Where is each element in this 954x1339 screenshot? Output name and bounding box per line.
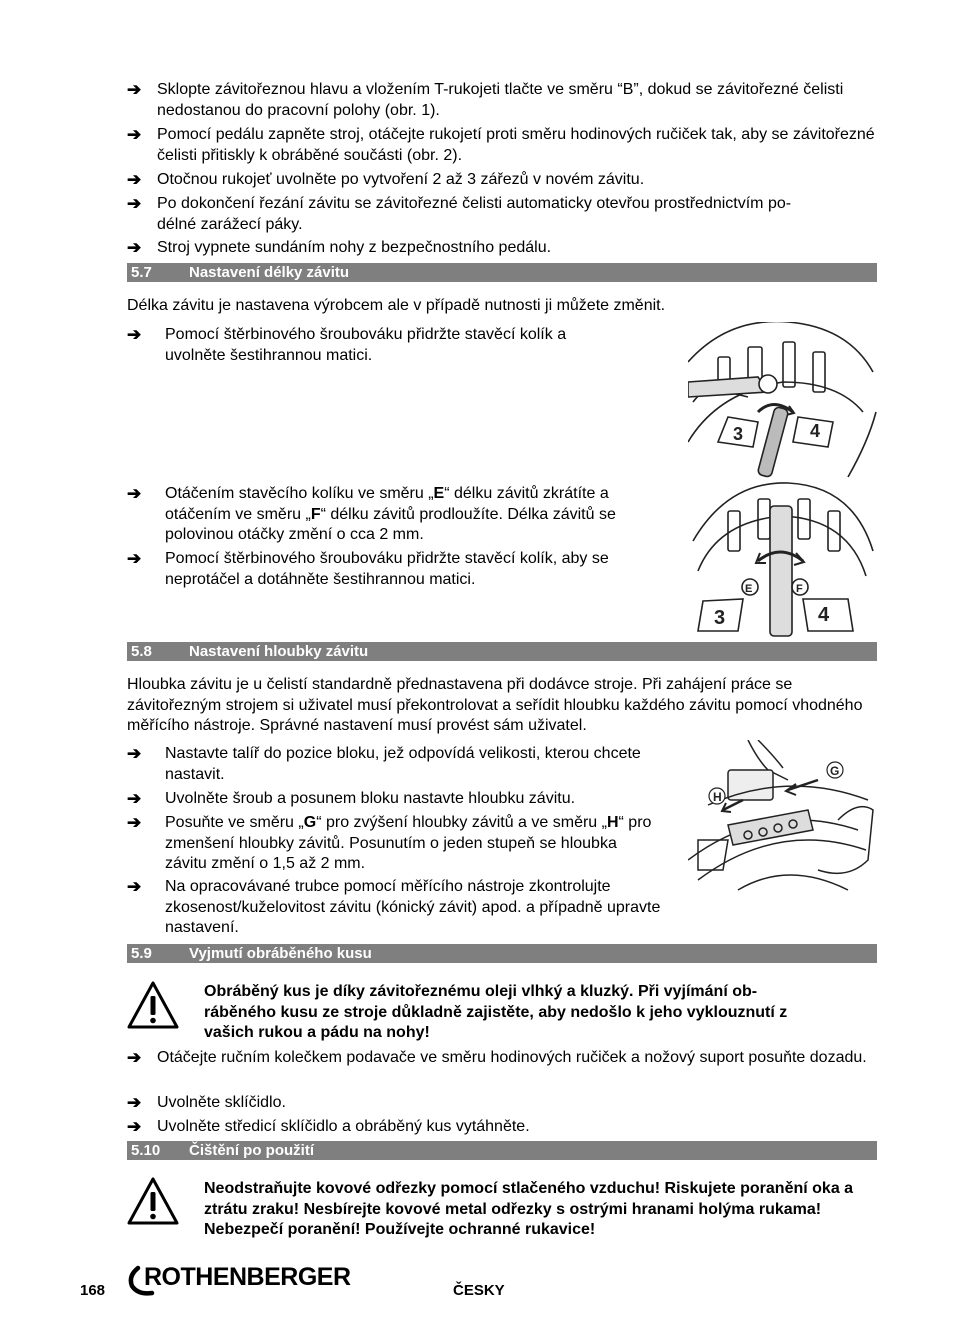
direction-letter-e: E [433,485,445,502]
bullet-text: Na opracovávané trubce pomocí měřícího nástroje zkontrolujte zkosenost/kuželovitost závitu (kónický závit) apod. a případně upravte nastavení. [165,878,661,936]
bullet-text: Pomocí štěrbinového šroubováku přidržte stavěcí kolík a uvolněte šestihrannou matici. [165,326,567,364]
bullet-item [127,744,642,785]
figure-label: 4 [810,421,821,441]
bullet-item [127,789,672,810]
section-number: 5.7 [131,264,152,281]
section-header-5-7 [127,263,877,282]
bullet-item [127,813,662,875]
text-run: Otáčením stavěcího kolíku ve směru „ [165,485,434,502]
direction-letter-f: F [310,505,321,523]
section-title: Vyjmutí obráběného kusu [189,945,372,962]
warning-triangle-icon [126,1176,180,1226]
paragraph: Hloubka závitu je u čelistí standardně přednastavena při dodávce stroje. Při zahájení práce se závitořezným strojem si uživatel musí překontrolovat a seřídit hloubku každého závitu pomocí vhodného měřícího nástroje. Správné nastavení musí provést sám uživatel. [127,676,863,734]
warning-text [204,982,876,1044]
bullet-item [127,1093,877,1114]
arrow-right-icon: ➔ [127,549,142,568]
text-run: “ délku závitů prodloužíte. Délka závitů se polovinou otáčky změní o cca 2 mm. [165,505,616,543]
bullet-item [127,484,672,546]
arrow-right-icon: ➔ [127,194,142,213]
bullet-text: Uvolněte středicí sklíčidlo a obráběný kus vytáhněte. [157,1118,530,1135]
section-number: 5.10 [131,1142,161,1159]
bullet-item [127,125,877,166]
arrow-right-icon: ➔ [127,170,142,189]
arrow-right-icon: ➔ [127,877,142,896]
paragraph: Délka závitu je nastavena výrobcem ale v případě nutnosti ji můžete změnit. [127,297,666,314]
bullet-text: Nastavte talíř do pozice bloku, jež odpovídá velikosti, kterou chcete nastavit. [165,745,641,783]
text-run: Posuňte ve směru „ [165,814,304,831]
bullet-text: Stroj vypnete sundáním nohy z bezpečnostního pedálu. [157,239,552,256]
direction-letter-h: H [606,814,619,831]
language-label: ČESKY [453,1282,505,1299]
bullet-text-line: délné zarážecí páky. [157,215,303,233]
arrow-right-icon: ➔ [127,813,142,832]
figure-label: 3 [714,607,726,629]
warning-line: ráběného kusu ze stroje důkladně zajistěte, aby nedošlo k jeho vyklouznutí z [204,1003,788,1021]
section-number: 5.8 [131,643,152,660]
bullet-item [127,80,877,121]
direction-letter-g: G [303,814,317,831]
text-run: “ pro zmenšení hloubky závitů. Posunutím o jeden stupeň se hloubka závitu změní o 1,5 až 2 mm. [165,814,652,872]
bullet-item [127,325,627,366]
arrow-right-icon: ➔ [127,80,142,99]
arrow-right-icon: ➔ [127,1048,142,1067]
arrow-right-icon: ➔ [127,1093,142,1112]
section-header-5-8 [127,642,877,661]
bullet-item [127,170,877,191]
figure-label-e: E [745,583,753,595]
brand-name: ROTHENBERGER [144,1263,351,1291]
warning-line: Obráběný kus je díky závitořeznému oleji vlhký a kluzký. Při vyjímání ob- [204,983,758,1000]
bullet-text [157,194,791,235]
bullet-text: Otočnou rukojeť uvolněte po vytvoření 2 až 3 zářezů v novém závitu. [157,171,645,188]
figure-label: 4 [818,604,830,626]
bullet-text [165,484,672,546]
arrow-right-icon: ➔ [127,325,142,344]
text-run: “ pro zvýšení hloubky závitů a ve směru „ [316,814,607,831]
bullet-text: Uvolněte šroub a posunem bloku nastavte hloubku závitu. [165,790,576,807]
figure-label: 3 [733,424,744,444]
warning-text: Neodstraňujte kovové odřezky pomocí stlačeného vzduchu! Riskujete poranění oka a ztrátu zraku! Nesbírejte kovové metal odřezky s ostrými hranami holýma rukama! Nebezpečí poranění! Používejte ochranné rukavice! [204,1180,854,1238]
figure-label-g: G [830,764,840,778]
bullet-item [127,238,877,259]
bullet-text: Otáčejte ručním kolečkem podavače ve směru hodinových ručiček a nožový suport posuňte dozadu. [157,1049,867,1066]
section-title: Nastavení délky závitu [189,264,350,281]
warning-triangle-icon [126,980,180,1030]
bullet-item [127,549,672,590]
figure-length-adjust [688,481,878,637]
arrow-right-icon: ➔ [127,125,142,144]
arrow-right-icon: ➔ [127,484,142,503]
section-title: Čištění po použití [189,1142,314,1159]
section-title: Nastavení hloubky závitu [189,643,369,660]
figure-label-h: H [713,790,722,804]
figure-depth-adjust [688,740,878,900]
section-header-5-9 [127,944,877,963]
bullet-item [127,877,667,939]
warning-line: vašich rukou a pádu na nohy! [204,1024,430,1041]
section-number: 5.9 [131,945,152,962]
bullet-text [165,813,662,875]
arrow-right-icon: ➔ [127,238,142,257]
text-run: “ délku závitů zkrátíte a otáčením ve směru „ [165,485,609,523]
bullet-text: Uvolněte sklíčidlo. [157,1094,286,1111]
figure-label-f: F [796,583,803,595]
arrow-right-icon: ➔ [127,1117,142,1136]
bullet-text-line: Po dokončení řezání závitu se závitořezné čelisti automaticky otevřou prostřednictvím po- [157,195,792,212]
bullet-item [127,1048,877,1069]
arrow-right-icon: ➔ [127,789,142,808]
arrow-right-icon: ➔ [127,744,142,763]
bullet-item [127,1117,877,1138]
brand-logo [126,1262,361,1296]
bullet-item [127,194,877,235]
page-number: 168 [80,1282,106,1299]
bullet-text: Pomocí pedálu zapněte stroj, otáčejte rukojetí proti směru hodinových ručiček tak, aby se závitořezné čelisti přitiskly k obráběné součásti (obr. 2). [157,126,875,164]
section-header-5-10 [127,1141,877,1160]
bullet-text: Pomocí štěrbinového šroubováku přidržte stavěcí kolík, aby se neprotáčel a dotáhněte šestihrannou matici. [165,550,609,588]
figure-loosen-nut [688,322,878,478]
bullet-text: Sklopte závitořeznou hlavu a vložením T-rukojeti tlačte ve směru “B”, dokud se závitořezné čelisti nedostanou do pracovní polohy (obr. 1). [157,81,844,119]
